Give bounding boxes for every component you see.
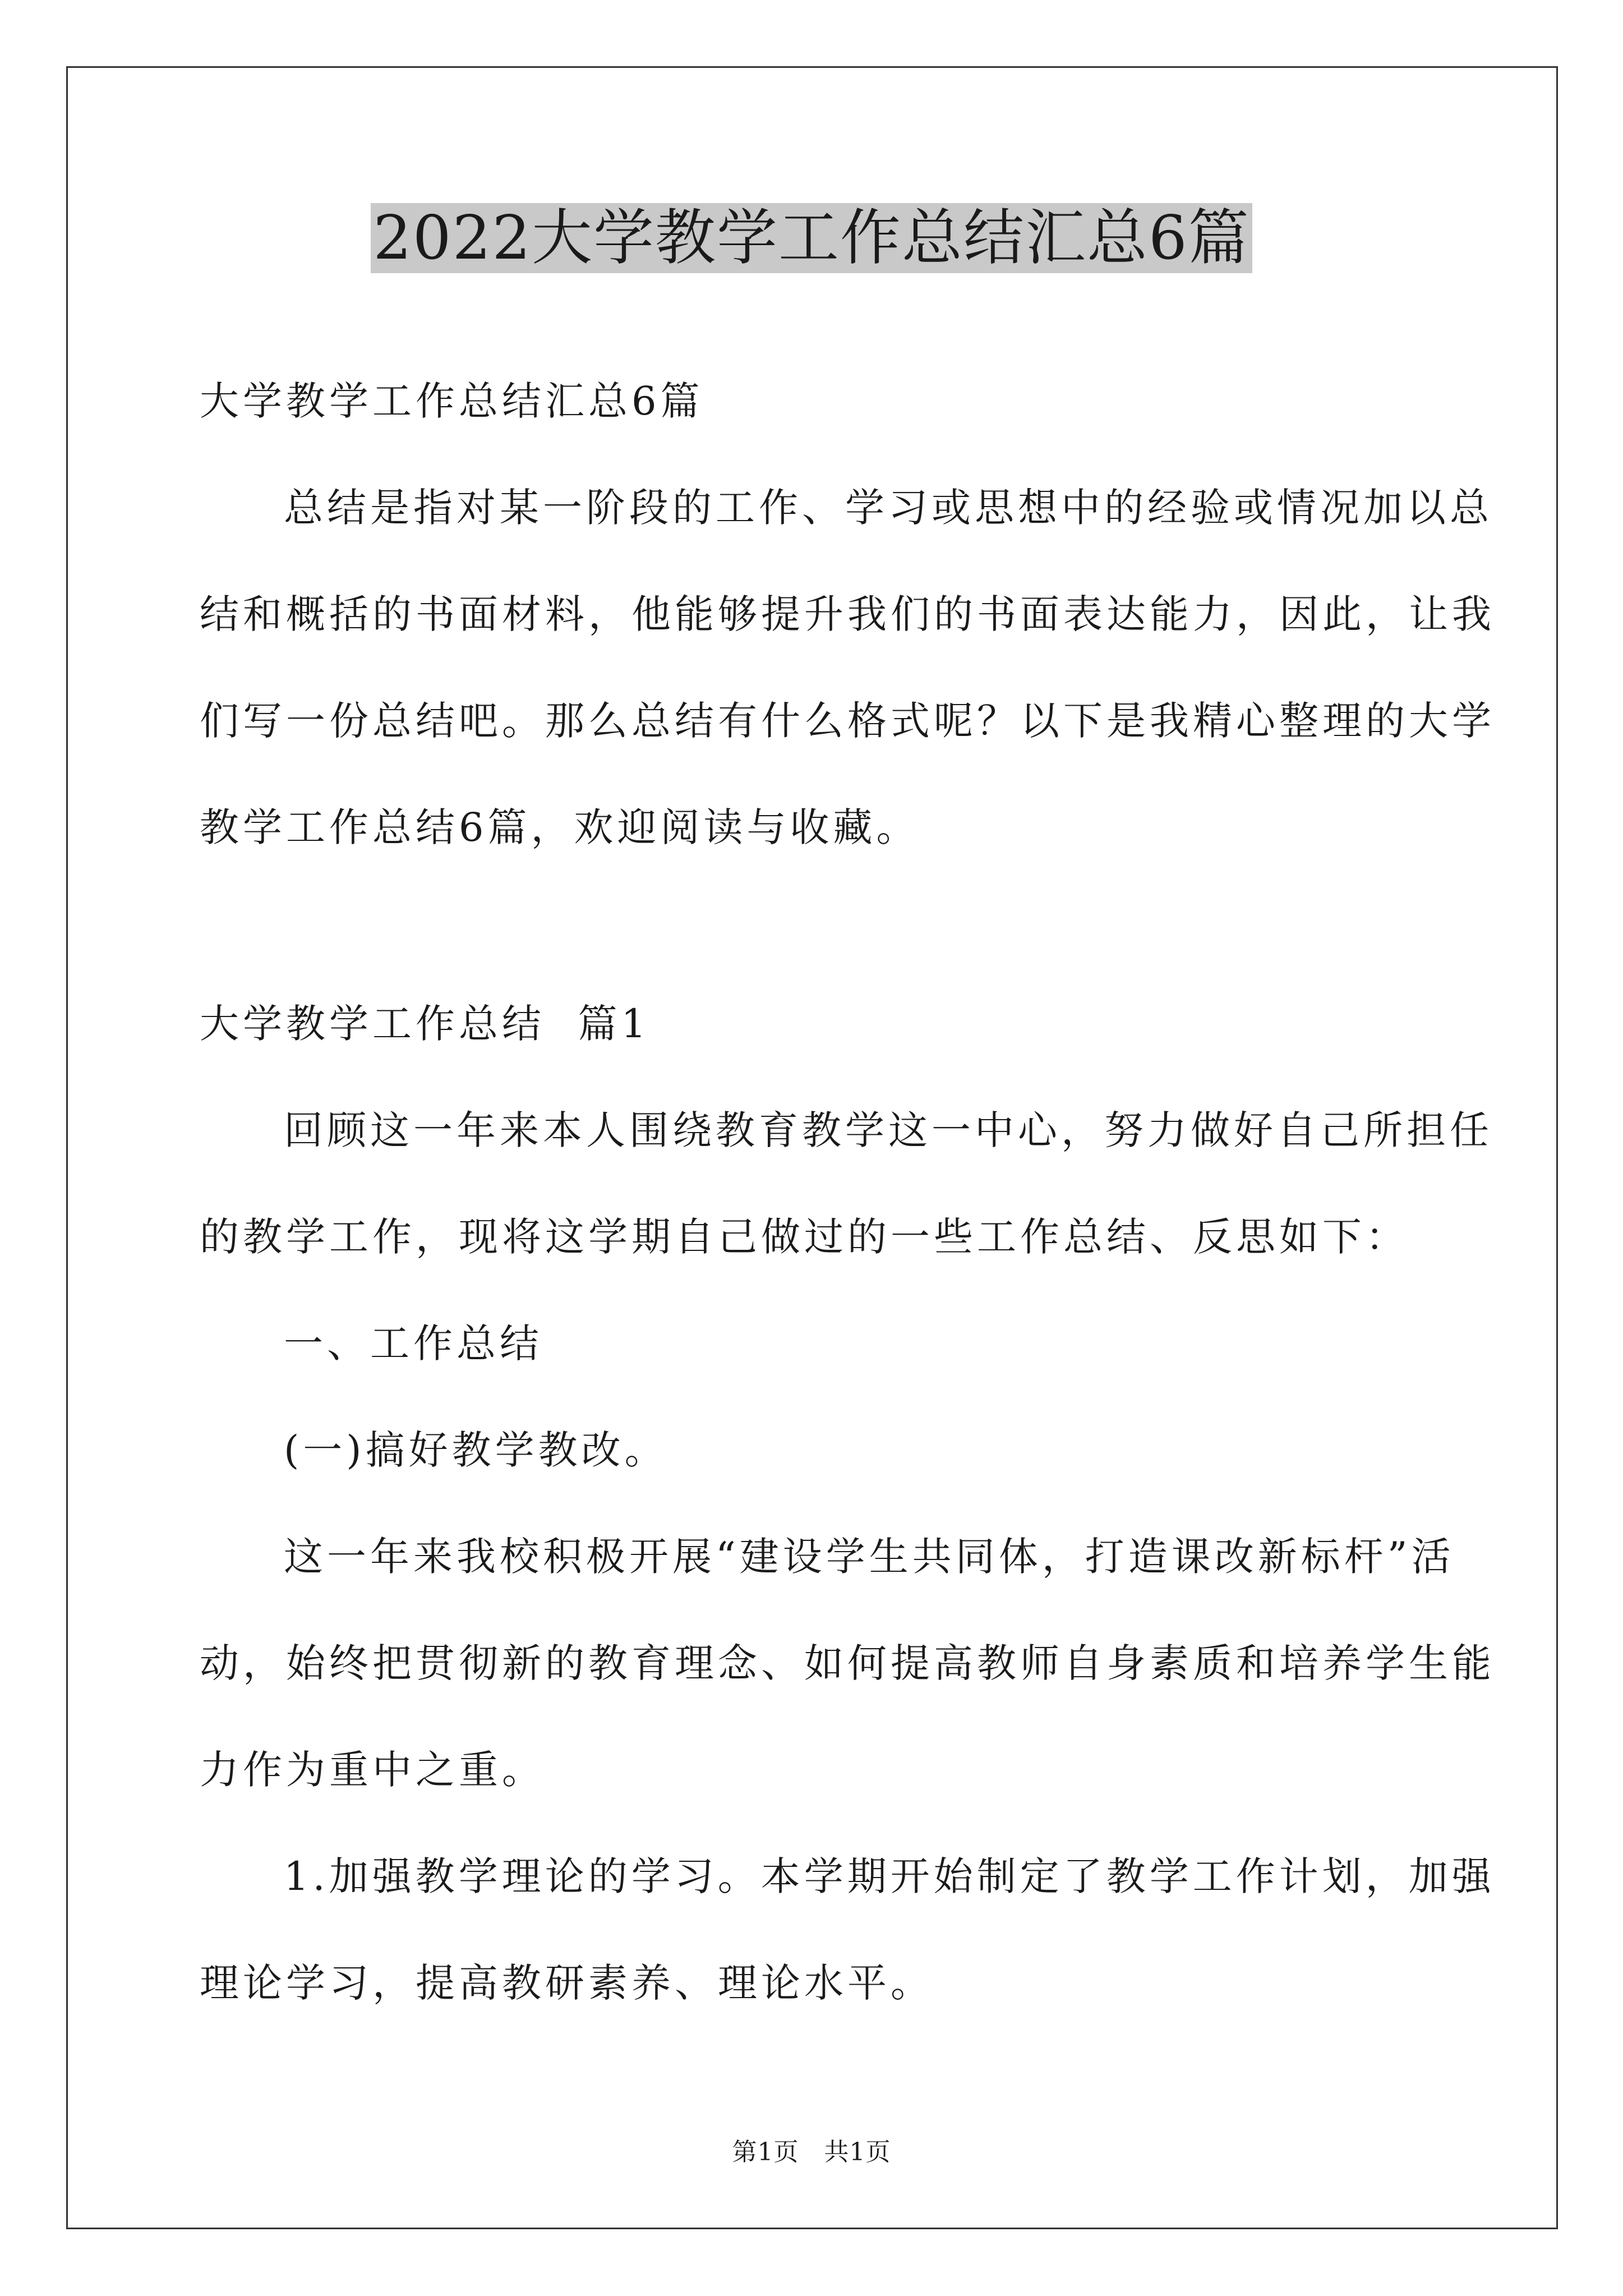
intro-line-3: 们写一份总结吧。那么总结有什么格式呢？以下是我精心整理的大学 (200, 698, 1495, 744)
document-title-text: 2022大学教学工作总结汇总6篇 (371, 203, 1252, 273)
section-heading: 大学教学工作总结 篇1 (200, 1001, 651, 1047)
intro-line-1: 总结是指对某一阶段的工作、学习或思想中的经验或情况加以总 (284, 485, 1493, 531)
paragraph-2-line-1: 这一年来我校积极开展“建设学生共同体，打造课改新标杆”活 (284, 1534, 1455, 1580)
paragraph-3-line-1: 1.加强教学理论的学习。本学期开始制定了教学工作计划，加强 (284, 1853, 1495, 1899)
heading-work-summary: 一、工作总结 (284, 1320, 543, 1366)
page-number: 第1页 共1页 (732, 2138, 891, 2166)
document-subtitle: 大学教学工作总结汇总6篇 (200, 378, 704, 424)
intro-paragraph (200, 454, 1495, 881)
intro-line-4: 教学工作总结6篇，欢迎阅读与收藏。 (200, 804, 920, 850)
paragraph-2-line-3: 力作为重中之重。 (200, 1747, 545, 1793)
paragraph-3 (200, 1823, 1495, 2036)
paragraph-3-line-2: 理论学习，提高教研素养、理论水平。 (200, 1960, 934, 2006)
paragraph-1 (200, 1077, 1493, 1290)
paragraph-2 (200, 1503, 1495, 1823)
heading-teaching-reform: (一)搞好教学教改。 (284, 1427, 668, 1473)
page-footer (0, 2132, 1623, 2168)
paragraph-1-line-2: 的教学工作，现将这学期自己做过的一些工作总结、反思如下： (200, 1214, 1409, 1260)
paragraph-2-line-2: 动，始终把贯彻新的教育理念、如何提高教师自身素质和培养学生能 (200, 1640, 1495, 1686)
intro-line-2: 结和概括的书面材料，他能够提升我们的书面表达能力，因此，让我 (200, 591, 1495, 637)
document-title (0, 196, 1623, 280)
paragraph-1-line-1: 回顾这一年来本人围绕教育教学这一中心，努力做好自己所担任 (284, 1107, 1493, 1153)
